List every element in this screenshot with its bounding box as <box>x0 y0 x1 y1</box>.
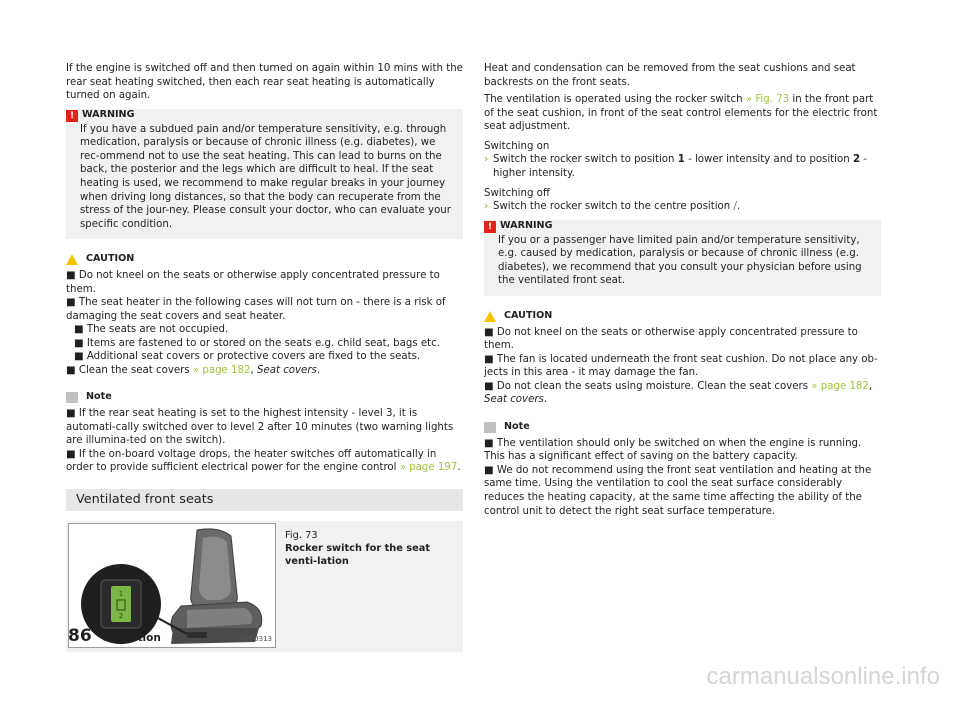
note-header <box>66 391 463 404</box>
warning-title: WARNING <box>82 109 135 121</box>
caution-sub-bullet: ■ Items are fastened to or stored on the seats e.g. child seat, bags etc. <box>74 337 440 349</box>
caution-bullet: ■ The seat heater in the following cases will not turn on - there is a risk of damaging the seat covers and seat heater. <box>66 297 446 322</box>
text-fragment: Switch the rocker switch to position <box>493 154 678 166</box>
caution-bullet <box>66 364 463 378</box>
warning-box <box>66 109 463 240</box>
warning-icon: ! <box>484 221 496 233</box>
italic-ref: Seat covers <box>256 364 317 376</box>
instruction-text <box>493 153 881 180</box>
text-fragment: The ventilation is operated using the rocker switch <box>484 94 746 106</box>
text-fragment: ■ If the on-board voltage drops, the heater switches off automatically in order to provide sufficient electrical power for the engine control <box>66 448 437 474</box>
position-label: 1 <box>677 154 685 166</box>
caution-sub-bullet: ■ Additional seat covers or protective covers are fixed to the seats. <box>74 351 421 363</box>
page-link[interactable]: » page 182 <box>811 380 869 392</box>
caution-title: CAUTION <box>504 309 553 321</box>
right-column <box>484 62 881 518</box>
arrow-right-icon: › <box>484 154 489 166</box>
figure-number: Fig. 73 <box>285 530 318 541</box>
left-column <box>66 62 463 652</box>
text-fragment: Switch the rocker switch to the centre position <box>493 201 734 213</box>
figure-title: Rocker switch for the seat venti-lation <box>285 543 431 568</box>
note-title: Note <box>504 421 530 432</box>
figure-code: B3T-0313 <box>238 634 272 643</box>
text-fragment: - lower intensity and to position <box>684 154 853 166</box>
caution-sub-bullet: ■ The seats are not occupied. <box>74 324 229 336</box>
text-fragment: . <box>543 394 548 406</box>
switching-off-heading: Switching off <box>484 187 550 199</box>
watermark: carmanualsonline.info <box>706 663 940 691</box>
seat-symbol-icon: ⧸ <box>733 201 737 213</box>
page-link[interactable]: » page 197 <box>399 462 458 474</box>
text-fragment: . <box>316 364 321 376</box>
caution-bullet <box>484 380 881 407</box>
caution-header <box>66 253 463 266</box>
note-header <box>484 421 881 434</box>
warning-box <box>484 220 881 296</box>
note-icon <box>484 422 496 433</box>
text-fragment: . <box>736 201 741 213</box>
figure-caption <box>285 529 455 568</box>
italic-ref: Seat covers <box>484 394 544 406</box>
position-label: 2 <box>852 154 861 166</box>
text-fragment: , <box>250 364 257 376</box>
warning-header <box>66 109 455 123</box>
text-fragment: - higher intensity. <box>493 154 867 179</box>
page-footer <box>68 625 161 648</box>
text-fragment: ■ Do not clean the seats using moisture. Clean the seat covers <box>484 380 812 392</box>
warning-text: If you have a subdued pain and/or temperature sensitivity, e.g. through medication, paralysis or because of chronic illness (e.g. diabetes), we rec-ommend not to use the seat heating. This can lead to burns on the back, the posterior and the legs which are difficult to heal. If the seat heating is used, we recommend to make regular breaks in your journey when driving long distances, so that the body can recuperate from the stress of the jour-ney. Please consult your doctor, who can evaluate your specific condition. <box>80 123 451 230</box>
caution-icon <box>66 254 78 265</box>
caution-bullet: ■ The fan is located underneath the front seat cushion. Do not place any ob-jects in this area - it may damage the fan. <box>484 353 878 379</box>
warning-header <box>484 220 873 234</box>
page-number: 86 <box>68 626 92 646</box>
instruction-item <box>484 200 881 214</box>
intro-paragraph: If the engine is switched off and then turned on again within 10 mins with the rear seat heating switched, then each rear seat heating is automatically turned on again. <box>66 63 463 102</box>
caution-title: CAUTION <box>86 253 135 265</box>
intro-paragraph: Heat and condensation can be removed from the seat cushions and seat backrests on the front seats. <box>484 63 856 88</box>
caution-header <box>484 310 881 323</box>
warning-icon: ! <box>66 110 78 122</box>
note-bullet: ■ If the rear seat heating is set to the highest intensity - level 3, it is automati-cally switched over to level 2 after 10 minutes (two warning lights are illumina-ted on the switch). <box>66 408 454 447</box>
arrow-right-icon: › <box>484 201 489 213</box>
instruction-item <box>484 153 881 180</box>
note-bullet: ■ The ventilation should only be switched on when the engine is running. This has a significant effect of saving on the battery capacity. <box>484 437 862 463</box>
note-bullet: ■ We do not recommend using the front seat ventilation and heating at the same time. Using the ventilation to cool the seat surface considerably reduces the heating capacity, at the same time affecting the ability of the control unit to detect the right seat surface temperature. <box>484 464 872 517</box>
section-title: Ventilated front seats <box>66 489 463 511</box>
caution-icon <box>484 311 496 322</box>
note-bullet <box>66 448 463 475</box>
text-fragment: in the front part of the seat cushion, in front of the seat control elements for the electric front seat adjustment. <box>484 94 878 133</box>
figure-link[interactable]: » Fig. 73 <box>745 94 790 106</box>
note-title: Note <box>86 391 112 403</box>
caution-bullet: ■ Do not kneel on the seats or otherwise apply concentrated pressure to them. <box>484 326 858 352</box>
body-paragraph <box>484 93 881 134</box>
svg-text:2: 2 <box>118 612 124 620</box>
text-fragment: ■ Clean the seat covers <box>66 364 193 376</box>
page-link[interactable]: » page 182 <box>192 364 251 376</box>
text-fragment: , <box>868 380 873 392</box>
svg-text:1: 1 <box>118 590 124 598</box>
caution-bullet: ■ Do not kneel on the seats or otherwise apply concentrated pressure to them. <box>66 269 440 295</box>
note-icon <box>66 392 78 403</box>
warning-text: If you or a passenger have limited pain and/or temperature sensitivity, e.g. caused by medication, paralysis or because of chronic illness (e.g. diabetes), we recommend that you consult your physician before using the ventilated front seat. <box>498 234 862 287</box>
switching-on-heading: Switching on <box>484 140 550 152</box>
footer-section-name: Operation <box>101 632 161 644</box>
instruction-text <box>493 200 740 214</box>
text-fragment: . <box>457 462 461 474</box>
warning-title: WARNING <box>500 220 553 232</box>
